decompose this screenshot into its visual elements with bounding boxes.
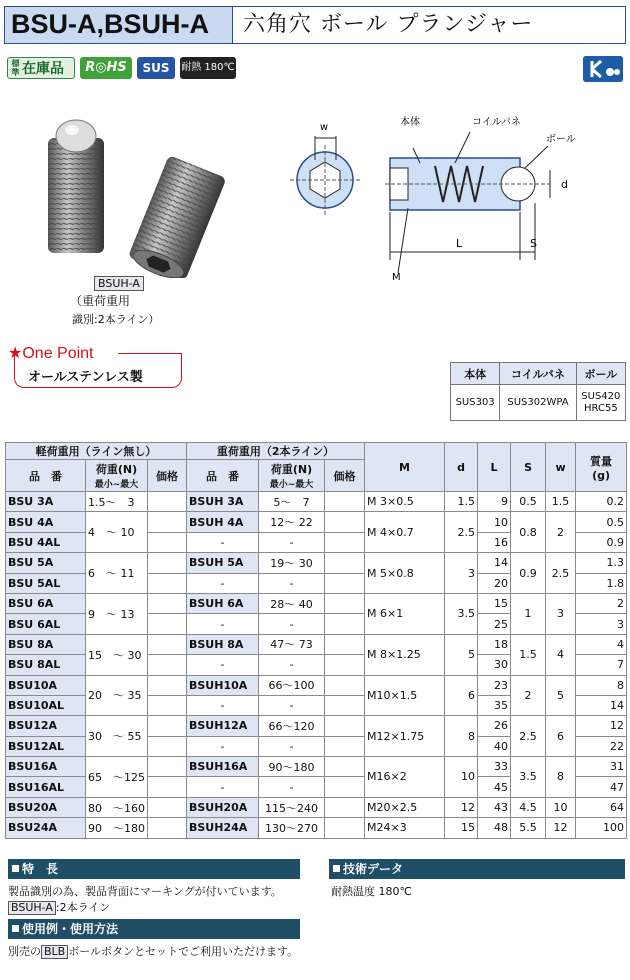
bsu-part-cell: BSU 6A: [6, 593, 86, 613]
header-L: L: [478, 443, 511, 492]
heavy-load-cell: -: [259, 736, 325, 756]
dim-S-cell: 4.5: [511, 797, 546, 817]
light-load-cell: 30 ～ 55: [86, 716, 148, 757]
photo-caption-2: 識別:2本ライン）: [72, 313, 160, 326]
dim-S-cell: 1: [511, 593, 546, 634]
dim-w-cell: 8: [546, 757, 576, 798]
dim-S-cell: 0.9: [511, 553, 546, 594]
bsu-part-cell: BSU16AL: [6, 777, 86, 797]
bsu-part-cell: BSU 3A: [6, 492, 86, 512]
bsu-part-cell: BSU12AL: [6, 736, 86, 756]
usage-title: 使用例・使用方法: [22, 922, 119, 936]
bsuh-part-cell: BSUH 3A: [187, 492, 259, 512]
bsuh-part-cell: BSUH20A: [187, 797, 259, 817]
header-load: [259, 460, 325, 492]
dim-M-label: M: [392, 272, 401, 283]
thread-m-cell: M24×3: [365, 818, 445, 838]
dim-L-cell: 48: [478, 818, 511, 838]
bsuh-part-cell: -: [187, 614, 259, 634]
label-ball: ボール: [546, 134, 576, 145]
heavy-price-cell: [325, 553, 365, 573]
mass-label: 質量: [590, 454, 613, 468]
dim-d-cell: 3.5: [445, 593, 478, 634]
dim-S-cell: 1.5: [511, 634, 546, 675]
mass-cell: 8: [576, 675, 627, 695]
mass-cell: 12: [576, 716, 627, 736]
dim-L-cell: 35: [478, 695, 511, 715]
dim-L-cell: 30: [478, 655, 511, 675]
dim-w-cell: 2.5: [546, 553, 576, 594]
dim-d-cell: 5: [445, 634, 478, 675]
heat-badge: 耐熱 180℃: [180, 57, 236, 79]
light-price-cell: [148, 553, 187, 573]
material-table: [450, 362, 626, 421]
dim-L-cell: 18: [478, 634, 511, 654]
dim-L-cell: 33: [478, 757, 511, 777]
heavy-load-cell: 5～ 7: [259, 492, 325, 512]
stock-small-label: 標準: [11, 59, 20, 77]
light-load-cell: 4 ～ 10: [86, 512, 148, 553]
dim-L-label: L: [456, 237, 463, 250]
header-part: 品 番: [187, 460, 259, 492]
usage-post: ボールボタンとセットでご利用いただけます。: [68, 945, 299, 958]
heavy-price-cell: [325, 655, 365, 675]
dim-d-cell: 12: [445, 797, 478, 817]
plunger-heavy: [126, 155, 227, 278]
heavy-price-cell: [325, 736, 365, 756]
light-price-cell: [148, 736, 187, 756]
load-sub: 最小~最大: [94, 480, 139, 490]
bsu-part-cell: BSU 6AL: [6, 614, 86, 634]
thread-m-cell: M20×2.5: [365, 797, 445, 817]
sus-badge: SUS: [137, 57, 175, 79]
heavy-price-cell: [325, 634, 365, 654]
bsu-part-cell: BSU 5A: [6, 553, 86, 573]
thread-m-cell: M 6×1: [365, 593, 445, 634]
heavy-load-cell: 19～ 30: [259, 553, 325, 573]
bsu-part-cell: BSU 8A: [6, 634, 86, 654]
material-header: 本体: [451, 363, 500, 385]
bsuh-part-cell: BSUH 6A: [187, 593, 259, 613]
light-load-cell: 90 ～180: [86, 818, 148, 838]
heavy-load-cell: -: [259, 573, 325, 593]
dim-w-cell: 6: [546, 716, 576, 757]
rohs-badge: R◎HS: [80, 57, 132, 79]
bsuh-part-cell: BSUH10A: [187, 675, 259, 695]
heavy-load-cell: 12～ 22: [259, 512, 325, 532]
thread-m-cell: M 3×0.5: [365, 492, 445, 512]
dim-S-cell: 0.5: [511, 492, 546, 512]
mass-cell: 2: [576, 593, 627, 613]
features-text: 製品識別の為、製品背面にマーキングが付いています。: [8, 885, 282, 898]
heavy-load-cell: 90～180: [259, 757, 325, 777]
group-heavy-header: 重荷重用（2本ライン）: [187, 443, 365, 460]
mass-cell: 31: [576, 757, 627, 777]
photo-caption-1: （重荷重用: [70, 294, 131, 308]
stock-badge: [7, 57, 75, 79]
dim-L-cell: 23: [478, 675, 511, 695]
header-load: [86, 460, 148, 492]
spec-group-row: [6, 443, 627, 460]
heavy-load-cell: -: [259, 532, 325, 552]
bsu-part-cell: BSU16A: [6, 757, 86, 777]
light-price-cell: [148, 614, 187, 634]
heavy-price-cell: [325, 675, 365, 695]
dim-d-cell: 10: [445, 757, 478, 798]
plunger-light: [48, 120, 104, 253]
id-badge: BSUH-A: [8, 901, 56, 915]
load-label: 荷重(N): [95, 463, 138, 476]
heavy-price-cell: [325, 593, 365, 613]
dim-d-cell: 3: [445, 553, 478, 594]
bsuh-part-cell: -: [187, 736, 259, 756]
light-load-cell: 15 ～ 30: [86, 634, 148, 675]
tech-heading: [329, 859, 625, 879]
dim-d-cell: 15: [445, 818, 478, 838]
heavy-load-cell: -: [259, 655, 325, 675]
dim-L-cell: 10: [478, 512, 511, 532]
bsuh-part-cell: BSUH24A: [187, 818, 259, 838]
bsuh-part-cell: -: [187, 695, 259, 715]
bsu-part-cell: BSU 8AL: [6, 655, 86, 675]
light-price-cell: [148, 492, 187, 512]
light-load-cell: 1.5～ 3: [86, 492, 148, 512]
group-light-header: 軽荷重用（ライン無し）: [6, 443, 187, 460]
load-label: 荷重(N): [270, 463, 313, 476]
usage-text: [8, 943, 298, 959]
header-part: 品 番: [6, 460, 86, 492]
stock-label: 在庫品: [22, 61, 64, 77]
thread-m-cell: M 8×1.25: [365, 634, 445, 675]
one-point-text: オールステンレス製: [28, 370, 143, 385]
bullet-icon: [12, 865, 19, 872]
bsuh-part-cell: BSUH12A: [187, 716, 259, 736]
dim-L-cell: 40: [478, 736, 511, 756]
heavy-load-cell: 47～ 73: [259, 634, 325, 654]
mass-cell: 47: [576, 777, 627, 797]
header-mass: [576, 443, 627, 492]
heavy-price-cell: [325, 757, 365, 777]
label-spring: コイルバネ: [472, 117, 521, 128]
one-point-rule: [118, 353, 181, 354]
thread-m-cell: M16×2: [365, 757, 445, 798]
dim-L-cell: 9: [478, 492, 511, 512]
light-price-cell: [148, 634, 187, 654]
heavy-price-cell: [325, 573, 365, 593]
dim-L-cell: 43: [478, 797, 511, 817]
bullet-icon: [12, 925, 19, 932]
light-price-cell: [148, 512, 187, 532]
spec-table: [5, 442, 627, 839]
material-value: SUS303: [451, 385, 500, 421]
dim-S-cell: 0.8: [511, 512, 546, 553]
table-row: [6, 757, 627, 777]
heavy-load-cell: -: [259, 614, 325, 634]
light-load-cell: 20 ～ 35: [86, 675, 148, 716]
light-load-cell: 80 ～160: [86, 797, 148, 817]
dim-w-cell: 10: [546, 797, 576, 817]
bsuh-part-cell: -: [187, 532, 259, 552]
mass-unit: (g): [592, 468, 610, 482]
model-title: BSU-A,BSUH-A: [5, 7, 233, 43]
bsu-part-cell: BSU 5AL: [6, 573, 86, 593]
light-price-cell: [148, 655, 187, 675]
heavy-load-cell: 115～240: [259, 797, 325, 817]
bullet-icon: [333, 865, 340, 872]
label-body: 本体: [400, 117, 420, 128]
mass-cell: 0.2: [576, 492, 627, 512]
heavy-load-cell: 66～120: [259, 716, 325, 736]
bsuh-part-cell: -: [187, 573, 259, 593]
bsu-part-cell: BSU 4A: [6, 512, 86, 532]
heavy-load-cell: 130～270: [259, 818, 325, 838]
light-price-cell: [148, 818, 187, 838]
bsu-part-cell: BSU10AL: [6, 695, 86, 715]
thread-m-cell: M 5×0.8: [365, 553, 445, 594]
features-heading: [8, 859, 300, 879]
dim-w-cell: 4: [546, 634, 576, 675]
heavy-price-cell: [325, 492, 365, 512]
heavy-price-cell: [325, 614, 365, 634]
dim-S-cell: 2.5: [511, 716, 546, 757]
bsuh-part-cell: BSUH 5A: [187, 553, 259, 573]
table-row: [6, 512, 627, 532]
bsuh-part-cell: -: [187, 655, 259, 675]
dim-w-cell: 1.5: [546, 492, 576, 512]
dimension-drawing: [280, 108, 620, 288]
material-value: SUS302WPA: [500, 385, 576, 421]
mass-cell: 14: [576, 695, 627, 715]
heavy-load-cell: -: [259, 777, 325, 797]
mass-cell: 3: [576, 614, 627, 634]
light-load-cell: 9 ～ 13: [86, 593, 148, 634]
header-S: S: [511, 443, 546, 492]
dim-L-cell: 20: [478, 573, 511, 593]
dim-d-cell: 8: [445, 716, 478, 757]
heavy-price-cell: [325, 512, 365, 532]
material-value: SUS420 HRC55: [576, 385, 625, 421]
light-price-cell: [148, 675, 187, 695]
table-row: [6, 675, 627, 695]
mass-cell: 22: [576, 736, 627, 756]
heavy-price-cell: [325, 716, 365, 736]
dim-d-cell: 6: [445, 675, 478, 716]
light-price-cell: [148, 593, 187, 613]
mass-cell: 1.8: [576, 573, 627, 593]
dim-S-cell: 5.5: [511, 818, 546, 838]
id-text: :2本ライン: [55, 901, 111, 914]
light-price-cell: [148, 573, 187, 593]
dim-L-cell: 14: [478, 553, 511, 573]
dim-S-label: S: [530, 237, 537, 250]
dim-w-cell: 2: [546, 512, 576, 553]
dim-d-cell: 2.5: [445, 512, 478, 553]
mass-cell: 0.5: [576, 512, 627, 532]
features-title: 特 長: [22, 862, 59, 876]
bsu-part-cell: BSU12A: [6, 716, 86, 736]
title-bar: [4, 6, 626, 44]
thread-m-cell: M10×1.5: [365, 675, 445, 716]
header-price: 価格: [148, 460, 187, 492]
heavy-price-cell: [325, 532, 365, 552]
bsu-part-cell: BSU20A: [6, 797, 86, 817]
tech-text: 耐熱温度 180℃: [331, 885, 412, 898]
dim-L-cell: 25: [478, 614, 511, 634]
heavy-load-cell: -: [259, 695, 325, 715]
brand-logo: [583, 56, 623, 82]
bsu-part-cell: BSU 4AL: [6, 532, 86, 552]
photo-badge: BSUH-A: [94, 276, 144, 291]
light-load-cell: 6 ～ 11: [86, 553, 148, 594]
dim-S-cell: 3.5: [511, 757, 546, 798]
mass-cell: 100: [576, 818, 627, 838]
table-row: [6, 492, 627, 512]
heavy-price-cell: [325, 818, 365, 838]
dim-w-cell: 5: [546, 675, 576, 716]
header-d: d: [445, 443, 478, 492]
heavy-price-cell: [325, 777, 365, 797]
bsuh-part-cell: BSUH 8A: [187, 634, 259, 654]
heavy-load-cell: 66～100: [259, 675, 325, 695]
material-header: コイルバネ: [500, 363, 576, 385]
light-price-cell: [148, 532, 187, 552]
light-price-cell: [148, 797, 187, 817]
table-row: [6, 593, 627, 613]
dim-w-cell: 3: [546, 593, 576, 634]
dim-d-label: d: [561, 178, 568, 191]
load-sub: 最小~最大: [269, 480, 314, 490]
tech-title: 技術データ: [343, 862, 404, 876]
table-row: [6, 818, 627, 838]
bsuh-part-cell: BSUH16A: [187, 757, 259, 777]
product-name: 六角穴 ボール プランジャー: [243, 12, 534, 37]
mass-cell: 4: [576, 634, 627, 654]
mass-cell: 7: [576, 655, 627, 675]
mass-cell: 1.3: [576, 553, 627, 573]
light-price-cell: [148, 716, 187, 736]
bsuh-part-cell: BSUH 4A: [187, 512, 259, 532]
heavy-price-cell: [325, 797, 365, 817]
light-load-cell: 65 ～125: [86, 757, 148, 798]
thread-m-cell: M 4×0.7: [365, 512, 445, 553]
light-price-cell: [148, 777, 187, 797]
dim-d-cell: 1.5: [445, 492, 478, 512]
heavy-price-cell: [325, 695, 365, 715]
mass-cell: 64: [576, 797, 627, 817]
material-header: ボール: [576, 363, 625, 385]
features-id-row: [8, 899, 110, 915]
table-row: [6, 716, 627, 736]
table-row: [6, 797, 627, 817]
light-price-cell: [148, 695, 187, 715]
dim-w-label: w: [319, 122, 329, 133]
dim-L-cell: 15: [478, 593, 511, 613]
dim-L-cell: 16: [478, 532, 511, 552]
product-photo: [20, 108, 260, 278]
usage-pre: 別売の: [8, 945, 41, 958]
header-price: 価格: [325, 460, 365, 492]
dim-S-cell: 2: [511, 675, 546, 716]
table-row: [6, 634, 627, 654]
dim-w-cell: 12: [546, 818, 576, 838]
thread-m-cell: M12×1.75: [365, 716, 445, 757]
light-price-cell: [148, 757, 187, 777]
header-M: M: [365, 443, 445, 492]
dim-L-cell: 26: [478, 716, 511, 736]
blb-badge: BLB: [41, 945, 68, 959]
heavy-load-cell: 28～ 40: [259, 593, 325, 613]
dim-L-cell: 45: [478, 777, 511, 797]
kippy-logo-icon: [583, 56, 623, 82]
bsu-part-cell: BSU10A: [6, 675, 86, 695]
bsu-part-cell: BSU24A: [6, 818, 86, 838]
one-point-title: ★One Point: [8, 345, 94, 362]
mass-cell: 0.9: [576, 532, 627, 552]
header-w: w: [546, 443, 576, 492]
usage-heading: [8, 919, 300, 939]
table-row: [6, 553, 627, 573]
bsuh-part-cell: -: [187, 777, 259, 797]
